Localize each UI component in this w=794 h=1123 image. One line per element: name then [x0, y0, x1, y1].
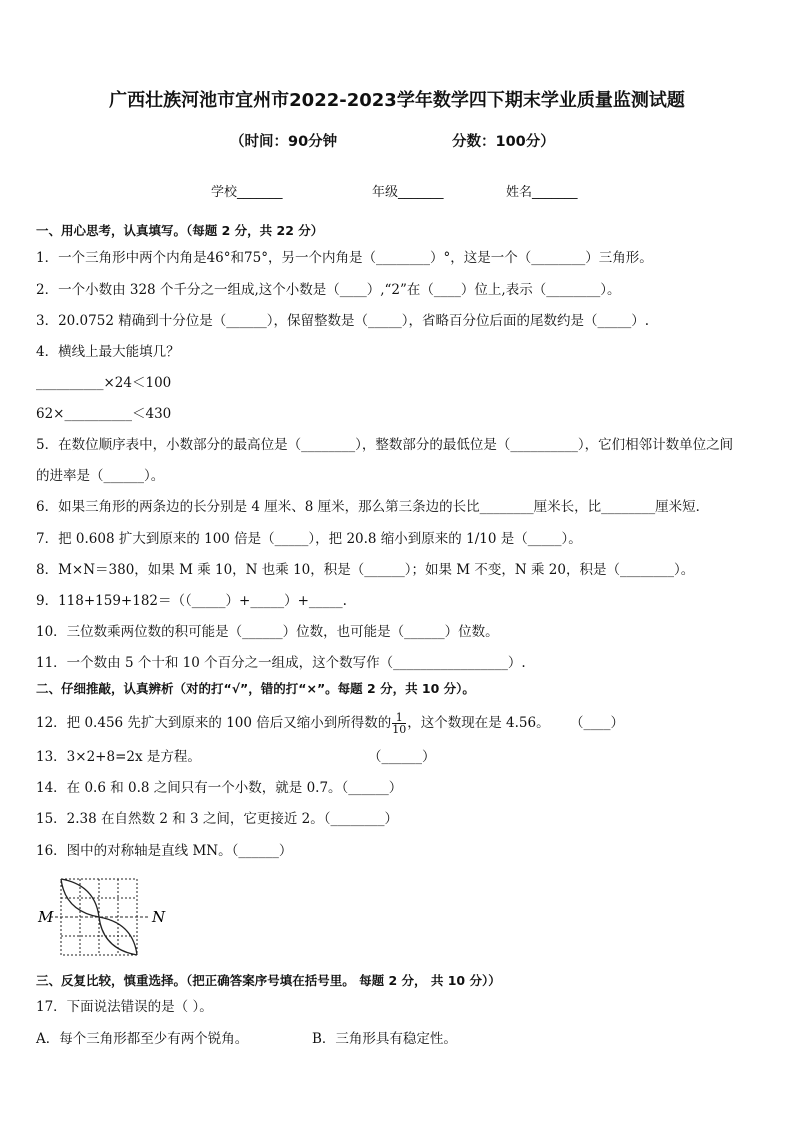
name-field: 姓名_______ — [506, 185, 578, 200]
question-17-option-b: B．三角形具有稳定性。 — [312, 1031, 457, 1047]
question-3: 3．20.0752 精确到十分位是（______），保留整数是（_____），省略百分位后面的尾数约是（_____）. — [36, 313, 649, 329]
question-14: 14．在 0.6 和 0.8 之间只有一个小数，就是 0.7。（______） — [36, 780, 403, 796]
question-4: 4．横线上最大能填几？ — [36, 344, 180, 360]
question-7: 7．把 0.608 扩大到原来的 100 倍是（_____），把 20.8 缩小到原来的 1/10 是（_____）。 — [36, 531, 582, 547]
question-16: 16．图中的对称轴是直线 MN。（______） — [36, 843, 293, 859]
question-12-text: 12．把 0.456 先扩大到原来的 100 倍后又缩小到所得数的 — [36, 715, 392, 731]
question-6: 6．如果三角形的两条边的长分别是 4 厘米、8 厘米，那么第三条边的长比________厘米长，比________厘米短． — [36, 499, 710, 515]
fraction-denominator: 10 — [392, 723, 407, 736]
question-12-text-end: ，这个数现在是 4.56。 — [407, 715, 550, 731]
question-4-line-b: 62×__________＜430 — [36, 406, 172, 422]
question-4-line-a: __________×24＜100 — [36, 375, 172, 391]
question-17: 17．下面说法错误的是（ ）。 — [36, 999, 213, 1015]
fraction-one-tenth — [392, 712, 406, 735]
question-8: 8．M×N＝380，如果 M 乘 10，N 也乘 10，积是（______）；如果 M 不变，N 乘 20，积是（________）。 — [36, 562, 695, 578]
exam-title: 广西壮族河池市宜州市2022-2023学年数学四下期末学业质量监测试题 — [109, 90, 685, 111]
section2-heading: 二、仔细推敲，认真辨析（对的打“√”，错的打“×”。每题 2 分，共 10 分）。 — [36, 681, 475, 696]
question-1: 1．一个三角形中两个内角是46°和75°，另一个内角是（________）°，这是一个（________）三角形。 — [36, 250, 653, 266]
question-12-blank: （____） — [570, 715, 624, 731]
question-12 — [36, 710, 550, 736]
exam-score: 分数：100分） — [452, 134, 555, 150]
section1-heading: 一、用心思考，认真填写。（每题 2 分，共 22 分） — [36, 223, 324, 238]
school-field: 学校_______ — [211, 185, 283, 200]
grade-field: 年级_______ — [372, 185, 444, 200]
section3-heading: 三、反复比较，慎重选择。（把正确答案序号填在括号里。 每题 2 分， 共 10 分）） — [36, 973, 501, 988]
question-11: 11．一个数由 5 个十和 10 个百分之一组成，这个数写作（_________________）. — [36, 655, 526, 671]
label-m: M — [38, 908, 54, 926]
question-5-line-1: 5．在数位顺序表中，小数部分的最高位是（________），整数部分的最低位是（__________），它们相邻计数单位之间 — [36, 437, 734, 453]
question-13: 13．3×2+8=2x 是方程。 — [36, 749, 201, 765]
exam-time: （时间：90分钟 — [230, 134, 338, 150]
fraction-numerator: 1 — [392, 712, 406, 724]
question-13-blank: （______） — [368, 749, 436, 765]
question-15: 15．2.38 在自然数 2 和 3 之间，它更接近 2。（________） — [36, 811, 399, 827]
question-9: 9．118+159+182＝（（_____）+_____）+_____. — [36, 593, 347, 609]
question-2: 2．一个小数由 328 个千分之一组成,这个小数是（____）,“2”在（____）位上,表示（________）。 — [36, 282, 621, 298]
label-n: N — [152, 908, 166, 926]
symmetry-figure — [36, 876, 166, 958]
question-10: 10．三位数乘两位数的积可能是（______）位数，也可能是（______）位数。 — [36, 624, 499, 640]
question-5-line-2: 的进率是（______）。 — [36, 468, 165, 484]
question-17-option-a: A．每个三角形都至少有两个锐角。 — [36, 1031, 249, 1047]
